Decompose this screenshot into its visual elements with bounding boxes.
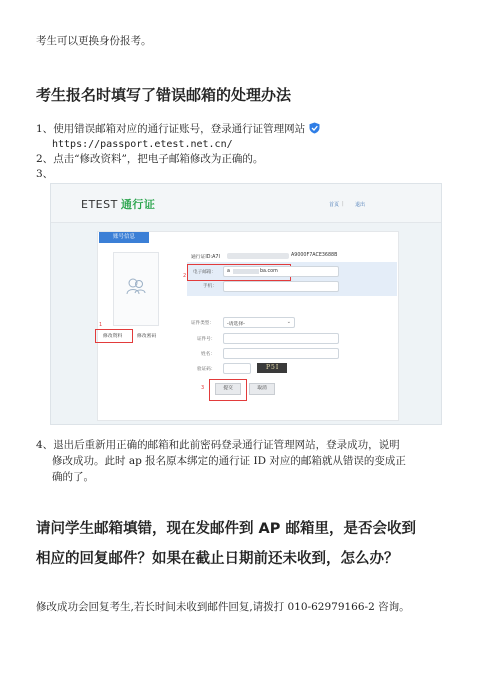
step-number: 1、 <box>36 123 54 135</box>
step-text-line-1: 退出后重新用正确的邮箱和此前密码登录通行证管理网站，登录成功，说明 <box>53 439 400 451</box>
avatar-icon <box>125 275 147 297</box>
step-text-line-3: 确的了。 <box>52 471 94 483</box>
doc-number-field[interactable] <box>223 333 339 344</box>
question-title-line-2: 相应的回复邮件？如果在截止日期前还未收到，怎么办？ <box>36 551 399 567</box>
captcha-label: 验证码： <box>197 367 216 372</box>
name-label: 姓名： <box>201 352 215 357</box>
phone-label: 手机： <box>203 284 217 289</box>
question-title-line-1: 请问学生邮箱填错，现在发邮件到 AP 邮箱里，是否会收到 <box>36 521 416 537</box>
passport-link[interactable]: https://passport.etest.net.cn/ <box>52 139 233 150</box>
doc-number-label: 证件号： <box>197 337 216 342</box>
captcha-field[interactable] <box>223 363 251 374</box>
step-text: 使用错误邮箱对应的通行证账号，登录通行证管理网站 <box>53 123 306 135</box>
step-number: 3、 <box>36 168 54 180</box>
email-label: 电子邮箱： <box>193 270 216 275</box>
marker-1: 1 <box>99 322 103 328</box>
step-4 <box>36 438 400 453</box>
email-field[interactable]: a ba.com <box>223 266 339 277</box>
cancel-button[interactable]: 取消 <box>249 383 275 395</box>
intro-text: 考生可以更换身份报考。 <box>36 35 152 47</box>
email-redacted <box>233 269 259 274</box>
step-2 <box>36 152 263 167</box>
phone-field[interactable] <box>223 281 339 292</box>
step-3 <box>36 167 53 182</box>
edit-info-button[interactable]: 修改资料 <box>103 334 123 339</box>
shield-icon <box>309 122 320 139</box>
step-text-line-2: 修改成功。此时 ap 报名原本绑定的通行证 ID 对应的邮箱就从错误的变成正 <box>52 455 406 467</box>
edit-password-button[interactable]: 修改密码 <box>137 334 157 339</box>
passport-id-label: 通行证ID:A7I <box>191 255 220 260</box>
etest-logo: ETEST 通行证 <box>81 198 156 211</box>
answer-text: 修改成功会回复考生,若长时间未收到邮件回复,请拨打 010-62979166-2 咨询。 <box>36 601 410 613</box>
chevron-down-icon: ⌄ <box>286 319 291 325</box>
doc-type-label: 证件类型： <box>191 321 214 326</box>
step-number: 4、 <box>36 439 54 451</box>
marker-3: 3 <box>201 385 205 391</box>
section-title: 考生报名时填写了错误邮箱的处理办法 <box>36 86 292 104</box>
nav-home[interactable]: 首页 <box>329 202 340 208</box>
passport-id-value: A9000F7ACE3688B <box>291 253 338 258</box>
submit-button[interactable]: 提交 <box>215 383 241 395</box>
step-text: 点击“修改资料”，把电子邮箱修改为正确的。 <box>53 153 264 165</box>
account-screenshot <box>50 183 442 425</box>
name-field[interactable] <box>223 348 339 359</box>
step-number: 2、 <box>36 153 54 165</box>
nav-logout[interactable]: 退出 <box>355 202 366 208</box>
screenshot-header: ETEST 通行证 首页 | 退出 <box>51 184 441 223</box>
avatar-box <box>113 252 159 326</box>
doc-type-select[interactable]: -请选择- ⌄ <box>223 317 295 328</box>
captcha-image[interactable]: P5I <box>257 363 287 373</box>
tab-account-info[interactable]: 账号信息 <box>99 232 149 243</box>
marker-2: 2 <box>183 273 187 279</box>
id-redacted <box>227 253 289 259</box>
